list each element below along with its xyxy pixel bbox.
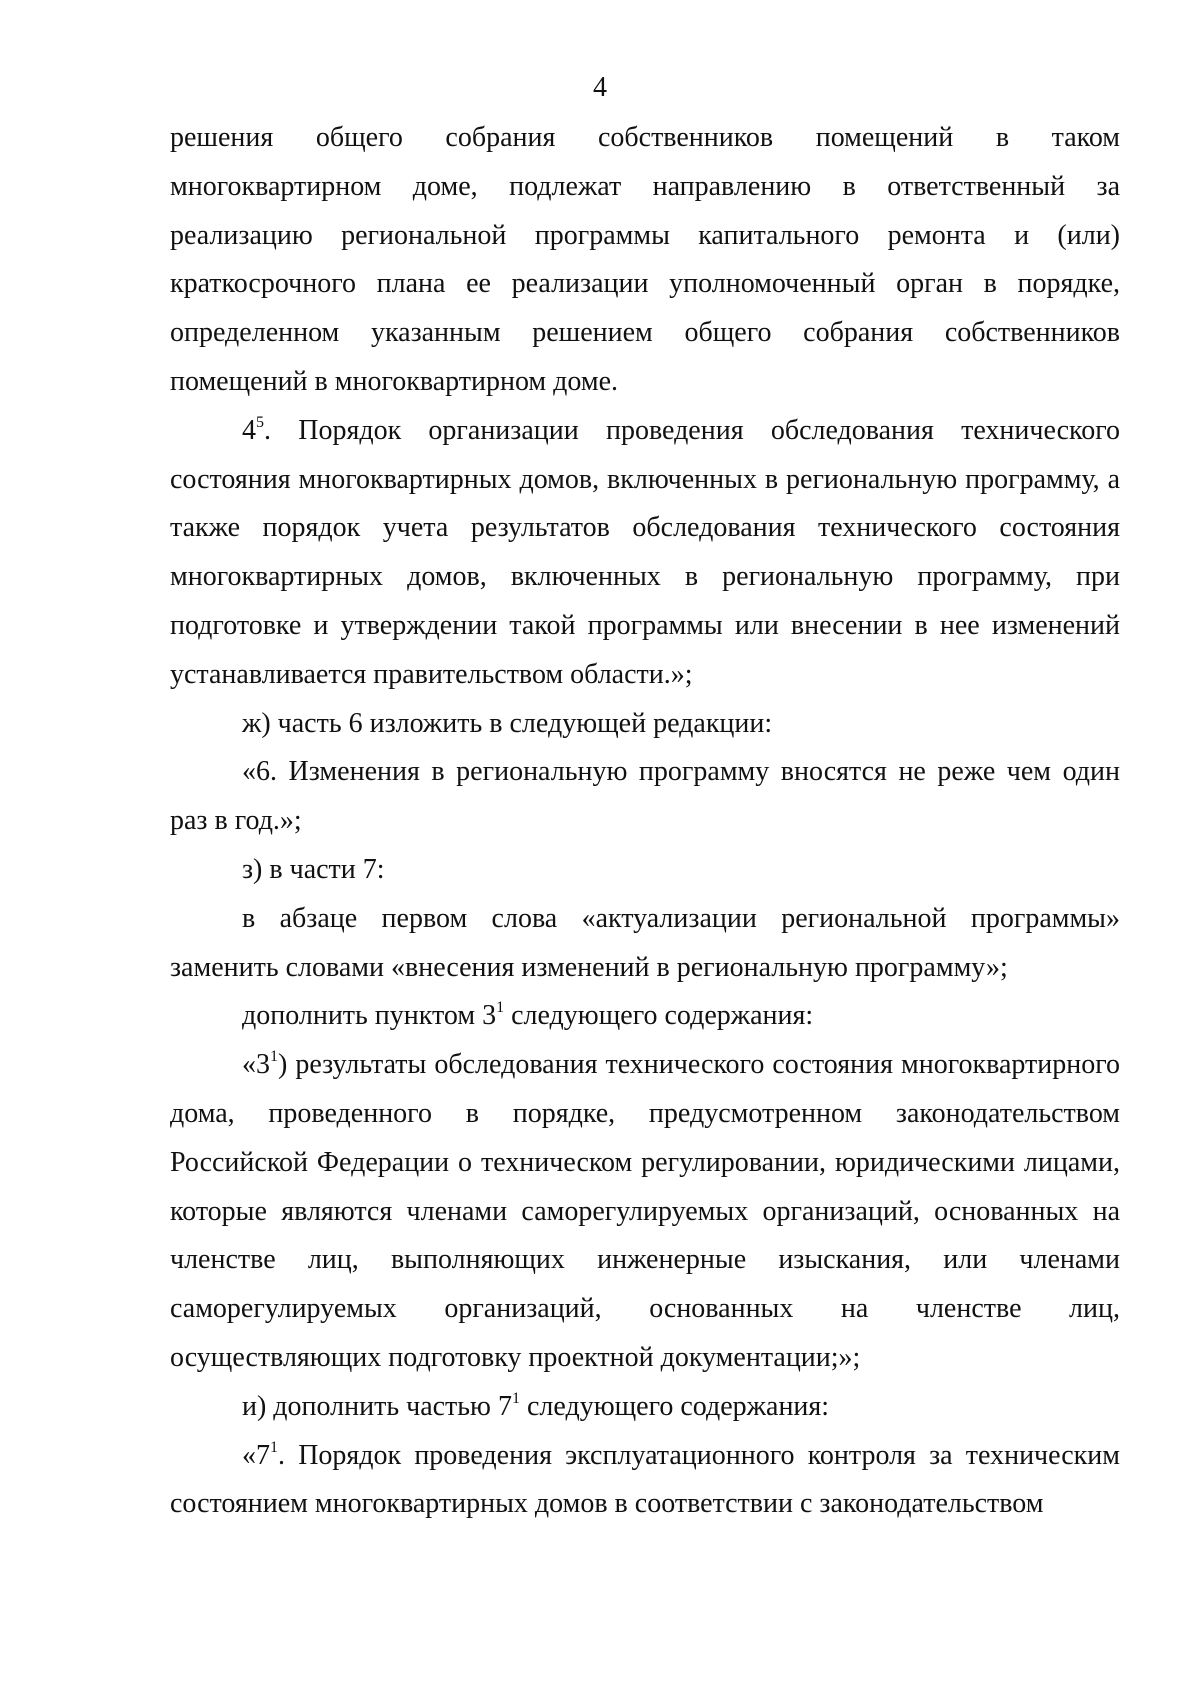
paragraph-2-superscript: 5 bbox=[256, 413, 264, 431]
paragraph-7-superscript: 1 bbox=[496, 999, 505, 1017]
paragraph-8-superscript: 1 bbox=[270, 1048, 278, 1066]
paragraph-9-text-end: следующего содержания: bbox=[519, 1390, 830, 1422]
paragraph-8 bbox=[170, 1041, 1120, 1383]
paragraph-9-superscript: 1 bbox=[511, 1389, 520, 1407]
paragraph-7-text-end: следующего содержания: bbox=[504, 1000, 814, 1032]
paragraph-10 bbox=[170, 1432, 1120, 1530]
paragraph-8-text-end: ) результаты обследования технического состояния многоквартирного дома, проведенного в порядке, предусмотренном законодательством Российской Федерации о техническом регулировании, юридическими лицами, которые являются членами саморегулируемых организаций, основанных на членстве лиц, выполняющих инженерные изыскания, или членами саморегулируемых организаций, основанных на членстве лиц, осуществляющих подготовку проектной документации;»; bbox=[170, 1049, 1120, 1373]
paragraph-7-text-start: дополнить пунктом 3 bbox=[242, 1000, 497, 1032]
paragraph-1: решения общего собрания собственников помещений в таком многоквартирном доме, подлежат направлению в ответственный за реализацию региональной программы капитального ремонта и (или) краткосрочного плана ее реализации уполномоченный орган в порядке, определенном указанным решением общего собрания собственников помещений в многоквартирном доме. bbox=[170, 122, 1120, 397]
paragraph-3: ж) часть 6 изложить в следующей редакции: bbox=[242, 707, 773, 739]
paragraph-10-superscript: 1 bbox=[270, 1438, 278, 1456]
paragraph-4: «6. Изменения в региональную программу вносятся не реже чем один раз в год.»; bbox=[170, 756, 1120, 837]
paragraph-5: з) в части 7: bbox=[242, 853, 385, 885]
paragraph-7 bbox=[170, 992, 1120, 1041]
paragraph-2-number: 4 bbox=[242, 414, 256, 446]
paragraph-9 bbox=[170, 1383, 1120, 1432]
paragraph-10-text-end: . Порядок проведения эксплуатационного контроля за техническим состоянием многоквартирных домов в соответствии с законодательством bbox=[170, 1439, 1120, 1520]
paragraph-10-text-start: «7 bbox=[242, 1439, 270, 1471]
page-number: 4 bbox=[593, 72, 607, 103]
document-body bbox=[170, 114, 1120, 1529]
paragraph-2 bbox=[170, 407, 1120, 700]
paragraph-8-text-start: «3 bbox=[242, 1049, 270, 1081]
paragraph-2-text: . Порядок организации проведения обследования технического состояния многоквартирных домов, включенных в региональную программу, а также порядок учета результатов обследования технического состояния многоквартирных домов, включенных в региональную программу, при подготовке и утверждении такой программы или внесении в нее изменений устанавливается правительством области.»; bbox=[170, 414, 1120, 690]
paragraph-9-text-start: и) дополнить частью 7 bbox=[242, 1390, 512, 1422]
paragraph-6: в абзаце первом слова «актуализации региональной программы» заменить словами «внесения изменений в региональную программу»; bbox=[170, 902, 1120, 983]
